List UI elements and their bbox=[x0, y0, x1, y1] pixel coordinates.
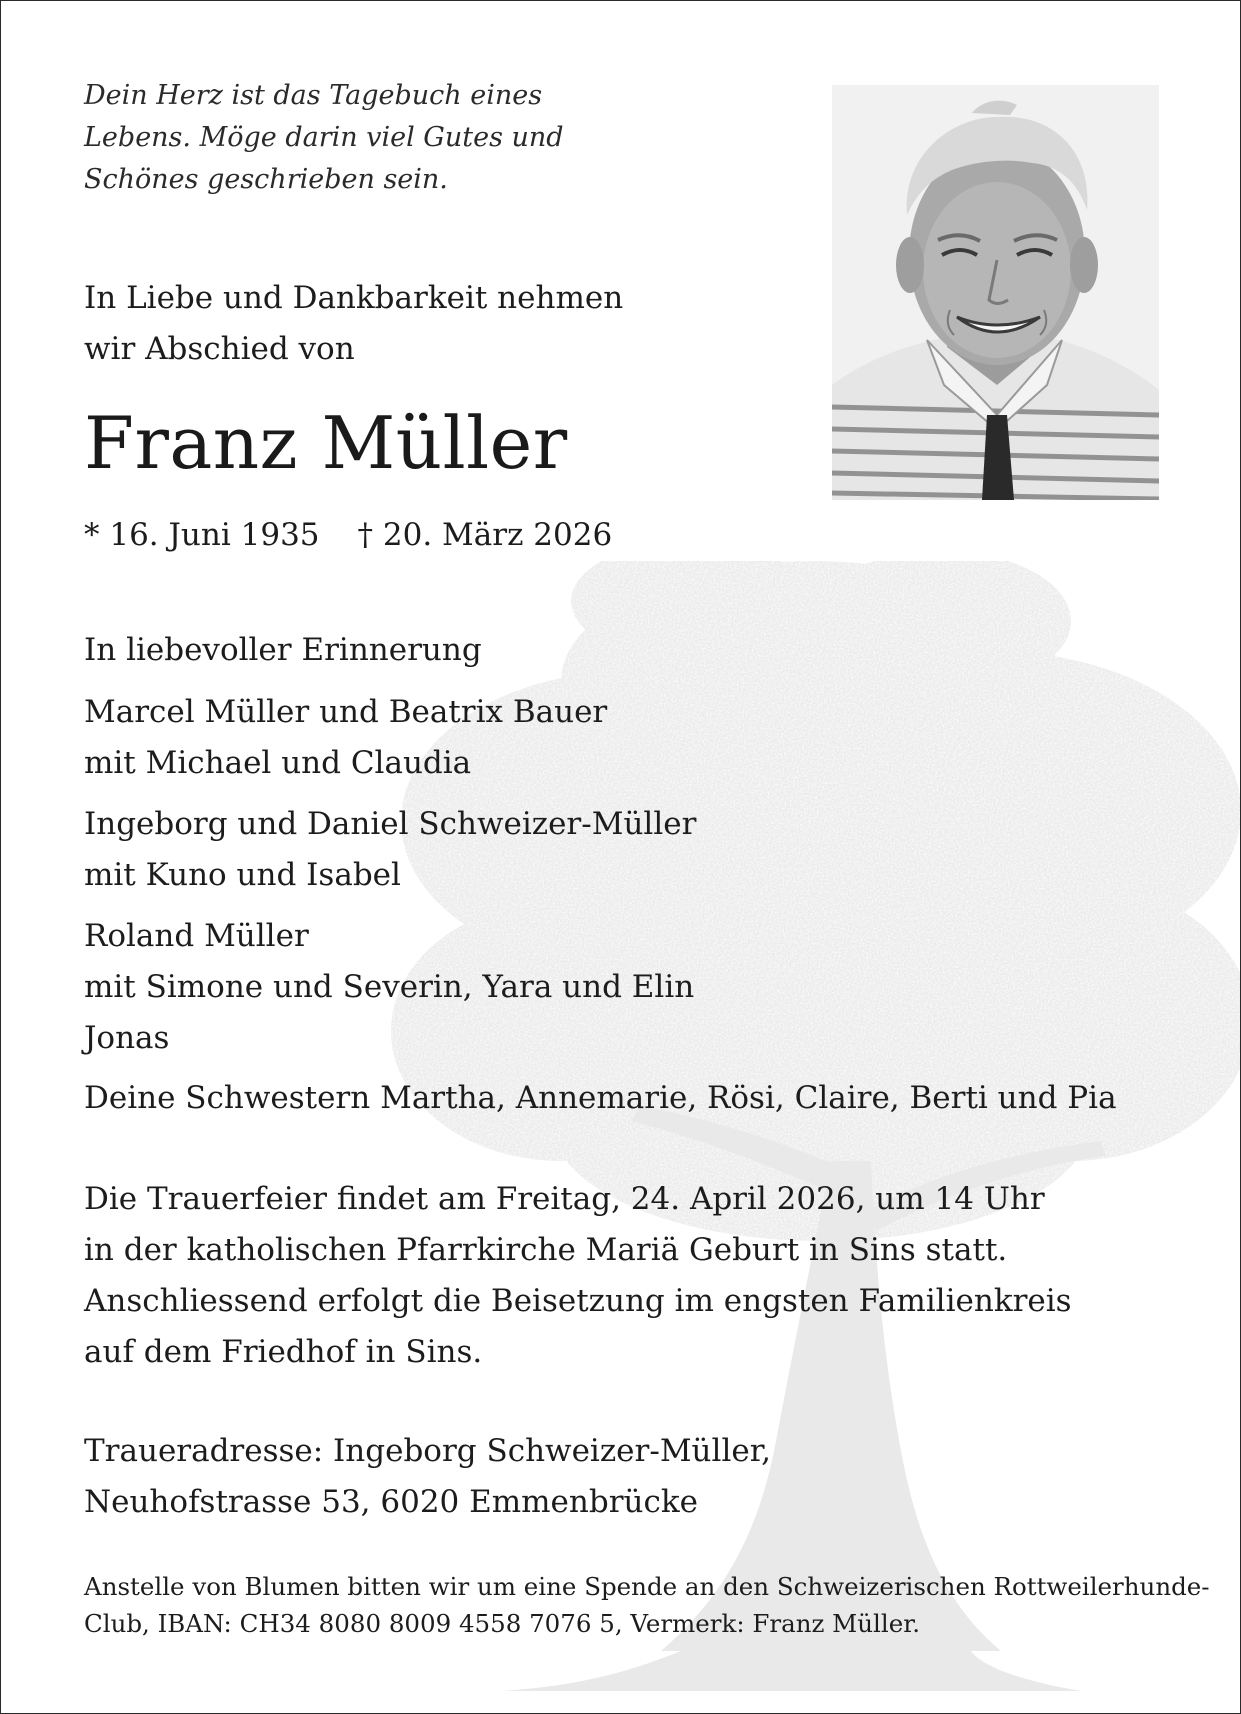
portrait-photo-icon bbox=[832, 85, 1159, 500]
family-group-roland bbox=[84, 911, 694, 1064]
family-line: Marcel Müller und Beatrix Bauer bbox=[84, 694, 608, 730]
donation-line: Anstelle von Blumen bitten wir um eine Spende an den Schweizerischen Rottweilerhunde- bbox=[84, 1572, 1210, 1601]
deceased-name: Franz Müller bbox=[84, 401, 568, 485]
family-heading: In liebevoller Erinnerung bbox=[84, 632, 482, 668]
death-date: † 20. März 2026 bbox=[357, 517, 613, 553]
service-line: Anschliessend erfolgt die Beisetzung im engsten Familienkreis bbox=[84, 1283, 1072, 1319]
motto-line: Schönes geschrieben sein. bbox=[84, 164, 448, 195]
service-line: Die Trauerfeier findet am Freitag, 24. April 2026, um 14 Uhr bbox=[84, 1181, 1045, 1217]
mourning-address bbox=[84, 1426, 771, 1528]
family-line: Jonas bbox=[84, 1020, 170, 1056]
family-line: mit Simone und Severin, Yara und Elin bbox=[84, 969, 695, 1005]
family-line: Roland Müller bbox=[84, 918, 309, 954]
siblings-line: Deine Schwestern Martha, Annemarie, Rösi, Claire, Berti und Pia bbox=[84, 1080, 1117, 1116]
birth-date: * 16. Juni 1935 bbox=[84, 517, 320, 553]
obituary-content bbox=[1, 1, 1240, 1713]
address-line: Traueradresse: Ingeborg Schweizer-Müller, bbox=[84, 1433, 771, 1469]
portrait-photo bbox=[832, 85, 1159, 500]
motto-line: Dein Herz ist das Tagebuch eines bbox=[84, 80, 543, 111]
family-group-ingeborg bbox=[84, 799, 696, 901]
family-line: mit Michael und Claudia bbox=[84, 745, 472, 781]
donation-note bbox=[84, 1568, 1210, 1642]
funeral-service-info bbox=[84, 1174, 1072, 1378]
family-group-marcel bbox=[84, 687, 607, 789]
address-line: Neuhofstrasse 53, 6020 Emmenbrücke bbox=[84, 1484, 698, 1520]
intro-line: wir Abschied von bbox=[84, 331, 355, 367]
motto-quote bbox=[84, 75, 564, 201]
family-line: Ingeborg und Daniel Schweizer-Müller bbox=[84, 806, 697, 842]
intro-line: In Liebe und Dankbarkeit nehmen bbox=[84, 280, 624, 316]
family-line: mit Kuno und Isabel bbox=[84, 857, 401, 893]
service-line: auf dem Friedhof in Sins. bbox=[84, 1334, 483, 1370]
motto-line: Lebens. Möge darin viel Gutes und bbox=[84, 122, 564, 153]
life-dates bbox=[84, 513, 612, 557]
intro-text bbox=[84, 273, 623, 375]
service-line: in der katholischen Pfarrkirche Mariä Geburt in Sins statt. bbox=[84, 1232, 1008, 1268]
donation-line: Club, IBAN: CH34 8080 8009 4558 7076 5, Vermerk: Franz Müller. bbox=[84, 1609, 921, 1638]
